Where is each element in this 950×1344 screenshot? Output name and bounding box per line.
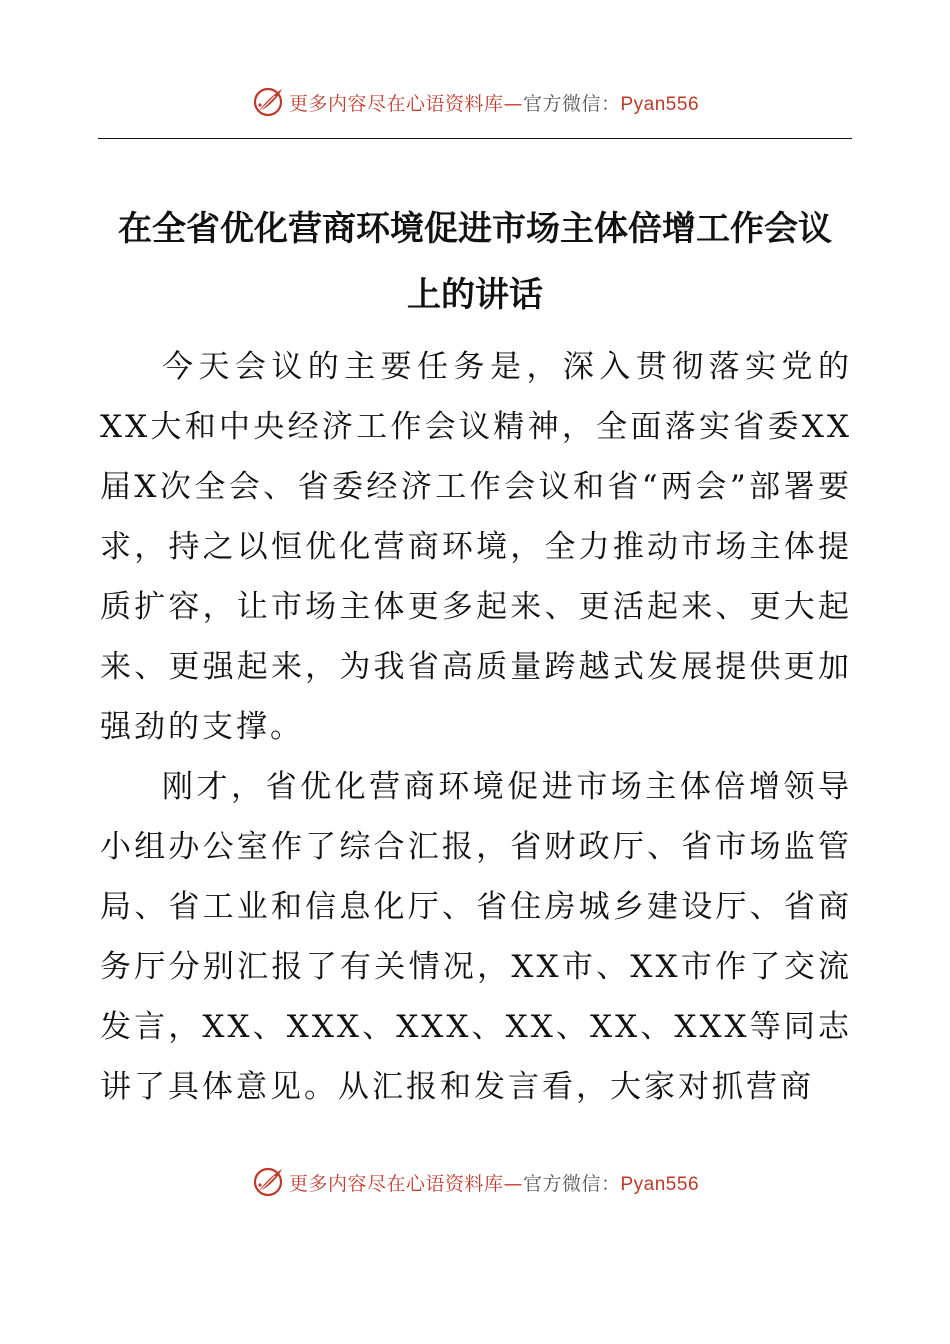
site-name: 更多内容尽在心语资料库 — [288, 92, 504, 115]
header-banner — [0, 82, 950, 122]
footer-banner — [0, 1162, 950, 1202]
title-line-2: 上的讲话 — [407, 275, 543, 315]
paragraph-2: 刚才，省优化营商环境促进市场主体倍增领导小组办公室作了综合汇报，省财政厅、省市场监管局、省工业和信息化厅、省住房城乡建设厅、省商务厅分别汇报了有关情况，XX市、XX市作了交流发言，XX、XXX、XXX、XX、XX、XXX等同志讲了具体意见。从汇报和发言看，大家对抓营商 — [100, 769, 852, 1105]
site-name: 更多内容尽在心语资料库 — [288, 1172, 504, 1195]
document-body — [100, 337, 852, 1117]
header-banner-text — [289, 89, 699, 116]
wechat-id: Pyan556 — [620, 93, 700, 115]
header-divider — [98, 138, 852, 139]
feather-pen-logo-icon — [251, 85, 285, 119]
wechat-label: 官方微信： — [522, 1172, 621, 1195]
document-title — [98, 196, 852, 328]
wechat-id: Pyan556 — [620, 1173, 700, 1195]
feather-pen-logo-icon — [251, 1165, 285, 1199]
title-line-1: 在全省优化营商环境促进市场主体倍增工作会议 — [118, 209, 832, 249]
wechat-label: 官方微信： — [522, 92, 621, 115]
paragraph-1: 今天会议的主要任务是，深入贯彻落实党的XX大和中央经济工作会议精神，全面落实省委XX届X次全会、省委经济工作会议和省“两会”部署要求，持之以恒优化营商环境，全力推动市场主体提质扩容，让市场主体更多起来、更活起来、更大起来、更强起来，为我省高质量跨越式发展提供更加强劲的支撑。 — [100, 349, 852, 745]
banner-dash: — — [503, 1172, 523, 1195]
footer-banner-text — [289, 1169, 699, 1196]
banner-dash: — — [503, 92, 523, 115]
